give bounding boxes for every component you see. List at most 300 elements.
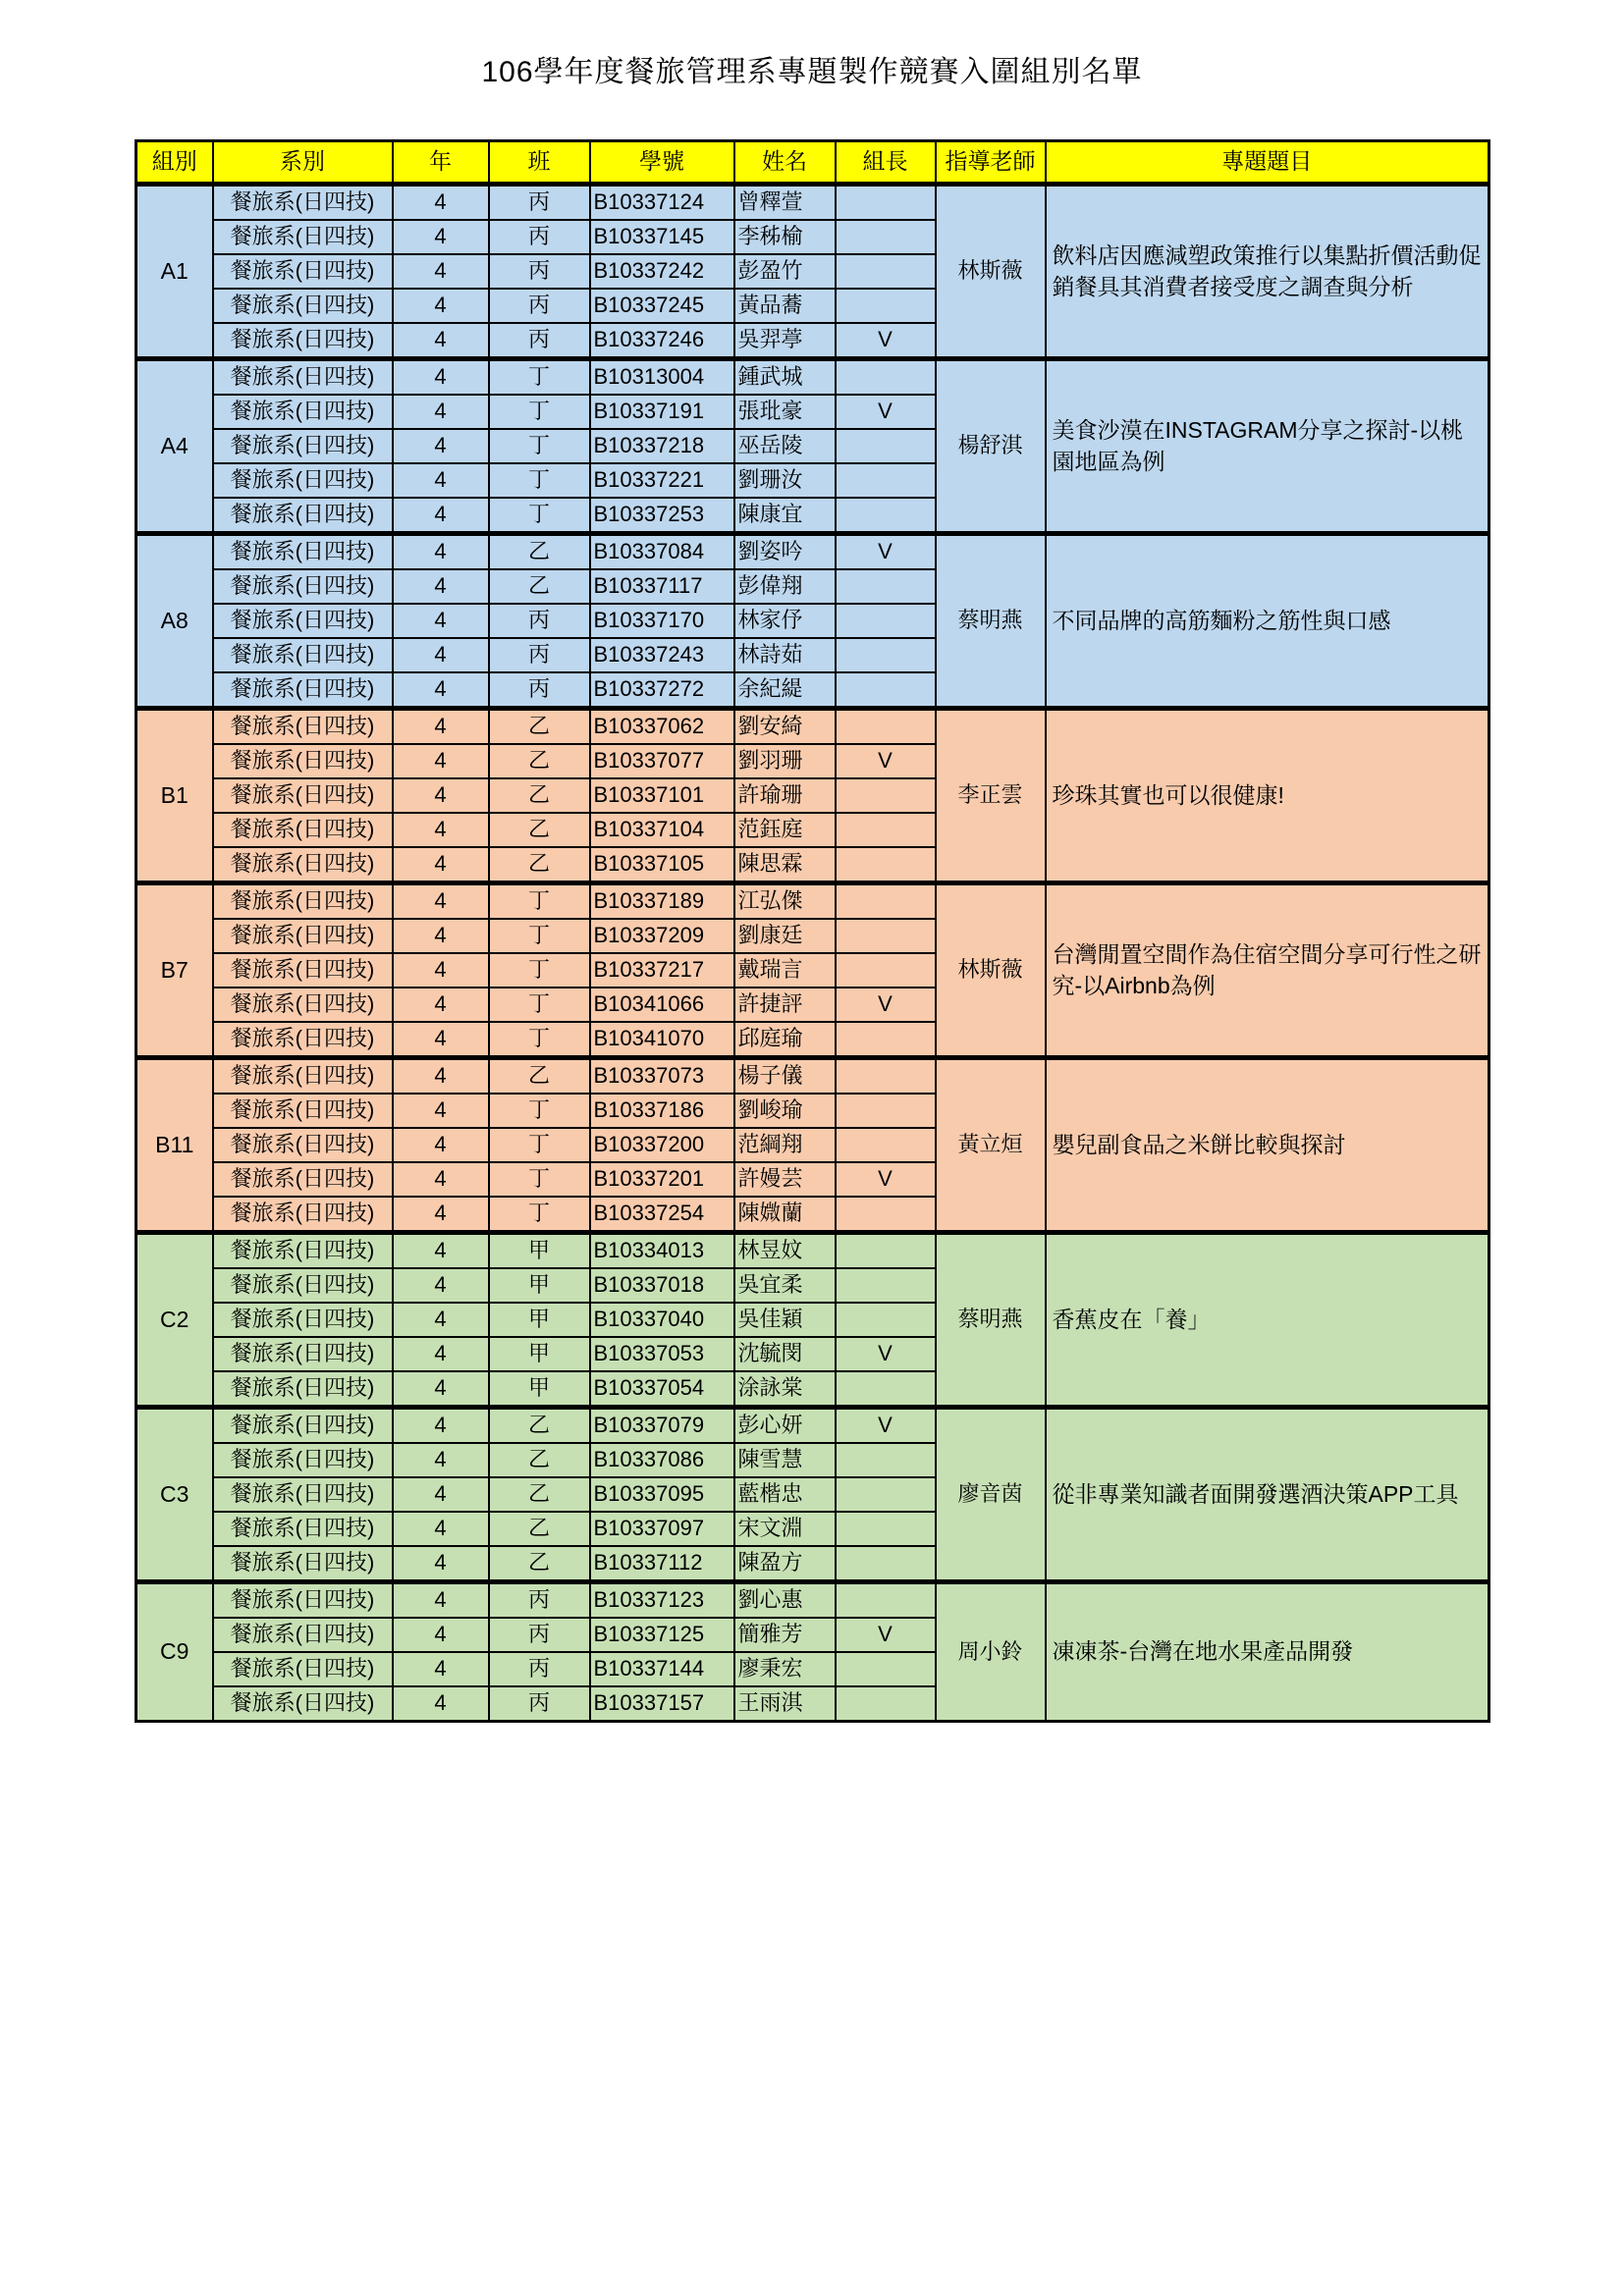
topic-C2: 香蕉皮在「養」 bbox=[1046, 1233, 1489, 1408]
member-row-B1-1 bbox=[136, 709, 1489, 745]
student-id-cell: B10337246 bbox=[590, 323, 734, 359]
leader-cell: V bbox=[836, 1162, 936, 1197]
topic-B1: 珍珠其實也可以很健康! bbox=[1046, 709, 1489, 883]
class-cell: 乙 bbox=[489, 1512, 590, 1546]
dept-cell: 餐旅系(日四技) bbox=[213, 847, 393, 883]
column-header-8: 指導老師 bbox=[936, 141, 1046, 185]
student-id-cell: B10337145 bbox=[590, 220, 734, 254]
student-name-cell: 林詩茹 bbox=[734, 638, 836, 672]
student-name-cell: 沈毓閔 bbox=[734, 1337, 836, 1371]
student-id-cell: B10337254 bbox=[590, 1197, 734, 1233]
dept-cell: 餐旅系(日四技) bbox=[213, 463, 393, 498]
student-name-cell: 陳盈方 bbox=[734, 1546, 836, 1582]
column-header-1: 組別 bbox=[136, 141, 213, 185]
student-id-cell: B10337018 bbox=[590, 1268, 734, 1303]
student-id-cell: B10337209 bbox=[590, 919, 734, 953]
member-row-C2-1 bbox=[136, 1233, 1489, 1269]
year-cell: 4 bbox=[393, 953, 489, 988]
class-cell: 丙 bbox=[489, 1582, 590, 1619]
student-id-cell: B10337112 bbox=[590, 1546, 734, 1582]
group-id-A4: A4 bbox=[136, 359, 213, 534]
year-cell: 4 bbox=[393, 988, 489, 1022]
student-id-cell: B10337077 bbox=[590, 744, 734, 778]
year-cell: 4 bbox=[393, 534, 489, 570]
student-id-cell: B10337040 bbox=[590, 1303, 734, 1337]
student-id-cell: B10337124 bbox=[590, 185, 734, 221]
class-cell: 乙 bbox=[489, 1443, 590, 1477]
group-id-B7: B7 bbox=[136, 883, 213, 1058]
student-id-cell: B10337123 bbox=[590, 1582, 734, 1619]
student-name-cell: 范鈺庭 bbox=[734, 813, 836, 847]
student-name-cell: 劉安綺 bbox=[734, 709, 836, 745]
group-id-C2: C2 bbox=[136, 1233, 213, 1408]
year-cell: 4 bbox=[393, 289, 489, 323]
student-name-cell: 范綱翔 bbox=[734, 1128, 836, 1162]
column-header-2: 系別 bbox=[213, 141, 393, 185]
student-name-cell: 林家伃 bbox=[734, 604, 836, 638]
dept-cell: 餐旅系(日四技) bbox=[213, 638, 393, 672]
year-cell: 4 bbox=[393, 323, 489, 359]
student-name-cell: 劉康廷 bbox=[734, 919, 836, 953]
dept-cell: 餐旅系(日四技) bbox=[213, 254, 393, 289]
class-cell: 甲 bbox=[489, 1371, 590, 1408]
student-id-cell: B10337218 bbox=[590, 429, 734, 463]
group-id-A1: A1 bbox=[136, 185, 213, 359]
year-cell: 4 bbox=[393, 1686, 489, 1722]
year-cell: 4 bbox=[393, 1477, 489, 1512]
year-cell: 4 bbox=[393, 1408, 489, 1444]
leader-cell bbox=[836, 1477, 936, 1512]
year-cell: 4 bbox=[393, 1546, 489, 1582]
leader-cell bbox=[836, 1686, 936, 1722]
student-name-cell: 吳佳穎 bbox=[734, 1303, 836, 1337]
year-cell: 4 bbox=[393, 1128, 489, 1162]
class-cell: 丁 bbox=[489, 1197, 590, 1233]
dept-cell: 餐旅系(日四技) bbox=[213, 672, 393, 709]
student-name-cell: 曾釋萱 bbox=[734, 185, 836, 221]
leader-cell: V bbox=[836, 1408, 936, 1444]
dept-cell: 餐旅系(日四技) bbox=[213, 953, 393, 988]
class-cell: 丁 bbox=[489, 919, 590, 953]
student-id-cell: B10337062 bbox=[590, 709, 734, 745]
student-name-cell: 黃品蕎 bbox=[734, 289, 836, 323]
student-name-cell: 吳羿葶 bbox=[734, 323, 836, 359]
year-cell: 4 bbox=[393, 429, 489, 463]
dept-cell: 餐旅系(日四技) bbox=[213, 1162, 393, 1197]
member-row-C9-1 bbox=[136, 1582, 1489, 1619]
leader-cell bbox=[836, 919, 936, 953]
class-cell: 甲 bbox=[489, 1303, 590, 1337]
advisor-B1: 李正雲 bbox=[936, 709, 1046, 883]
group-id-A8: A8 bbox=[136, 534, 213, 709]
year-cell: 4 bbox=[393, 847, 489, 883]
leader-cell bbox=[836, 1443, 936, 1477]
advisor-C9: 周小鈴 bbox=[936, 1582, 1046, 1722]
student-id-cell: B10337217 bbox=[590, 953, 734, 988]
year-cell: 4 bbox=[393, 1162, 489, 1197]
leader-cell bbox=[836, 463, 936, 498]
student-id-cell: B10337189 bbox=[590, 883, 734, 920]
member-row-A4-1 bbox=[136, 359, 1489, 396]
student-name-cell: 彭心妍 bbox=[734, 1408, 836, 1444]
leader-cell: V bbox=[836, 534, 936, 570]
student-name-cell: 楊子儀 bbox=[734, 1058, 836, 1095]
leader-cell bbox=[836, 709, 936, 745]
class-cell: 乙 bbox=[489, 569, 590, 604]
leader-cell: V bbox=[836, 323, 936, 359]
class-cell: 丁 bbox=[489, 359, 590, 396]
student-id-cell: B10337242 bbox=[590, 254, 734, 289]
leader-cell bbox=[836, 847, 936, 883]
class-cell: 丁 bbox=[489, 395, 590, 429]
dept-cell: 餐旅系(日四技) bbox=[213, 1022, 393, 1058]
dept-cell: 餐旅系(日四技) bbox=[213, 1094, 393, 1128]
student-name-cell: 劉珊汝 bbox=[734, 463, 836, 498]
dept-cell: 餐旅系(日四技) bbox=[213, 323, 393, 359]
member-row-B11-1 bbox=[136, 1058, 1489, 1095]
leader-cell bbox=[836, 1094, 936, 1128]
leader-cell bbox=[836, 604, 936, 638]
student-name-cell: 巫岳陵 bbox=[734, 429, 836, 463]
leader-cell bbox=[836, 289, 936, 323]
leader-cell bbox=[836, 953, 936, 988]
dept-cell: 餐旅系(日四技) bbox=[213, 185, 393, 221]
dept-cell: 餐旅系(日四技) bbox=[213, 1408, 393, 1444]
student-name-cell: 陳雪慧 bbox=[734, 1443, 836, 1477]
dept-cell: 餐旅系(日四技) bbox=[213, 1652, 393, 1686]
year-cell: 4 bbox=[393, 1582, 489, 1619]
class-cell: 丁 bbox=[489, 883, 590, 920]
student-id-cell: B10337117 bbox=[590, 569, 734, 604]
year-cell: 4 bbox=[393, 1094, 489, 1128]
student-name-cell: 陳思霖 bbox=[734, 847, 836, 883]
leader-cell: V bbox=[836, 1337, 936, 1371]
group-id-B11: B11 bbox=[136, 1058, 213, 1233]
dept-cell: 餐旅系(日四技) bbox=[213, 883, 393, 920]
advisor-B7: 林斯薇 bbox=[936, 883, 1046, 1058]
page-title: 106學年度餐旅管理系專題製作競賽入圍組別名單 bbox=[481, 56, 1143, 88]
group-id-C9: C9 bbox=[136, 1582, 213, 1722]
advisor-C2: 蔡明燕 bbox=[936, 1233, 1046, 1408]
student-id-cell: B10341066 bbox=[590, 988, 734, 1022]
member-row-C3-1 bbox=[136, 1408, 1489, 1444]
student-name-cell: 劉峻瑜 bbox=[734, 1094, 836, 1128]
leader-cell bbox=[836, 883, 936, 920]
dept-cell: 餐旅系(日四技) bbox=[213, 1233, 393, 1269]
dept-cell: 餐旅系(日四技) bbox=[213, 395, 393, 429]
topic-A4: 美食沙漠在INSTAGRAM分享之探討-以桃園地區為例 bbox=[1046, 359, 1489, 534]
student-id-cell: B10337079 bbox=[590, 1408, 734, 1444]
member-row-B7-1 bbox=[136, 883, 1489, 920]
class-cell: 乙 bbox=[489, 1058, 590, 1095]
group-id-B1: B1 bbox=[136, 709, 213, 883]
topic-B11: 嬰兒副食品之米餅比較與探討 bbox=[1046, 1058, 1489, 1233]
year-cell: 4 bbox=[393, 778, 489, 813]
leader-cell bbox=[836, 498, 936, 534]
dept-cell: 餐旅系(日四技) bbox=[213, 429, 393, 463]
year-cell: 4 bbox=[393, 1652, 489, 1686]
leader-cell bbox=[836, 638, 936, 672]
group-id-C3: C3 bbox=[136, 1408, 213, 1582]
class-cell: 丙 bbox=[489, 1618, 590, 1652]
dept-cell: 餐旅系(日四技) bbox=[213, 1512, 393, 1546]
dept-cell: 餐旅系(日四技) bbox=[213, 1058, 393, 1095]
class-cell: 乙 bbox=[489, 1408, 590, 1444]
class-cell: 乙 bbox=[489, 1546, 590, 1582]
class-cell: 甲 bbox=[489, 1233, 590, 1269]
dept-cell: 餐旅系(日四技) bbox=[213, 778, 393, 813]
student-name-cell: 涂詠棠 bbox=[734, 1371, 836, 1408]
year-cell: 4 bbox=[393, 638, 489, 672]
leader-cell bbox=[836, 813, 936, 847]
year-cell: 4 bbox=[393, 498, 489, 534]
student-id-cell: B10337245 bbox=[590, 289, 734, 323]
year-cell: 4 bbox=[393, 395, 489, 429]
dept-cell: 餐旅系(日四技) bbox=[213, 1477, 393, 1512]
student-id-cell: B10337086 bbox=[590, 1443, 734, 1477]
class-cell: 丙 bbox=[489, 672, 590, 709]
student-id-cell: B10337157 bbox=[590, 1686, 734, 1722]
leader-cell bbox=[836, 359, 936, 396]
class-cell: 丙 bbox=[489, 1686, 590, 1722]
class-cell: 丁 bbox=[489, 1094, 590, 1128]
finalist-groups-table bbox=[135, 139, 1490, 1723]
leader-cell: V bbox=[836, 395, 936, 429]
leader-cell bbox=[836, 429, 936, 463]
student-name-cell: 許瑜珊 bbox=[734, 778, 836, 813]
year-cell: 4 bbox=[393, 185, 489, 221]
leader-cell bbox=[836, 1022, 936, 1058]
class-cell: 乙 bbox=[489, 709, 590, 745]
leader-cell bbox=[836, 1233, 936, 1269]
student-name-cell: 藍楷忠 bbox=[734, 1477, 836, 1512]
year-cell: 4 bbox=[393, 672, 489, 709]
year-cell: 4 bbox=[393, 1233, 489, 1269]
student-id-cell: B10337191 bbox=[590, 395, 734, 429]
student-name-cell: 李秭榆 bbox=[734, 220, 836, 254]
leader-cell bbox=[836, 1512, 936, 1546]
student-id-cell: B10341070 bbox=[590, 1022, 734, 1058]
year-cell: 4 bbox=[393, 1337, 489, 1371]
dept-cell: 餐旅系(日四技) bbox=[213, 1686, 393, 1722]
class-cell: 乙 bbox=[489, 744, 590, 778]
year-cell: 4 bbox=[393, 569, 489, 604]
class-cell: 甲 bbox=[489, 1337, 590, 1371]
topic-B7: 台灣閒置空間作為住宿空間分享可行性之研究-以Airbnb為例 bbox=[1046, 883, 1489, 1058]
dept-cell: 餐旅系(日四技) bbox=[213, 534, 393, 570]
student-name-cell: 劉羽珊 bbox=[734, 744, 836, 778]
year-cell: 4 bbox=[393, 1268, 489, 1303]
dept-cell: 餐旅系(日四技) bbox=[213, 1582, 393, 1619]
column-header-9: 專題題目 bbox=[1046, 141, 1489, 185]
dept-cell: 餐旅系(日四技) bbox=[213, 813, 393, 847]
student-name-cell: 戴瑞言 bbox=[734, 953, 836, 988]
student-name-cell: 陳康宜 bbox=[734, 498, 836, 534]
year-cell: 4 bbox=[393, 463, 489, 498]
dept-cell: 餐旅系(日四技) bbox=[213, 1337, 393, 1371]
advisor-A4: 楊舒淇 bbox=[936, 359, 1046, 534]
leader-cell bbox=[836, 1371, 936, 1408]
student-id-cell: B10337084 bbox=[590, 534, 734, 570]
column-header-6: 姓名 bbox=[734, 141, 836, 185]
class-cell: 丁 bbox=[489, 498, 590, 534]
leader-cell bbox=[836, 1058, 936, 1095]
class-cell: 丙 bbox=[489, 1652, 590, 1686]
dept-cell: 餐旅系(日四技) bbox=[213, 1371, 393, 1408]
student-name-cell: 鍾武城 bbox=[734, 359, 836, 396]
year-cell: 4 bbox=[393, 709, 489, 745]
leader-cell bbox=[836, 569, 936, 604]
student-id-cell: B10337097 bbox=[590, 1512, 734, 1546]
member-row-A8-1 bbox=[136, 534, 1489, 570]
class-cell: 乙 bbox=[489, 813, 590, 847]
class-cell: 丙 bbox=[489, 289, 590, 323]
dept-cell: 餐旅系(日四技) bbox=[213, 1268, 393, 1303]
student-name-cell: 彭偉翔 bbox=[734, 569, 836, 604]
student-id-cell: B10337253 bbox=[590, 498, 734, 534]
student-id-cell: B10337201 bbox=[590, 1162, 734, 1197]
class-cell: 甲 bbox=[489, 1268, 590, 1303]
dept-cell: 餐旅系(日四技) bbox=[213, 1546, 393, 1582]
class-cell: 乙 bbox=[489, 1477, 590, 1512]
column-header-7: 組長 bbox=[836, 141, 936, 185]
dept-cell: 餐旅系(日四技) bbox=[213, 498, 393, 534]
student-id-cell: B10337054 bbox=[590, 1371, 734, 1408]
year-cell: 4 bbox=[393, 919, 489, 953]
year-cell: 4 bbox=[393, 1512, 489, 1546]
student-id-cell: B10337200 bbox=[590, 1128, 734, 1162]
dept-cell: 餐旅系(日四技) bbox=[213, 1303, 393, 1337]
student-id-cell: B10337243 bbox=[590, 638, 734, 672]
student-id-cell: B10337170 bbox=[590, 604, 734, 638]
column-header-4: 班 bbox=[489, 141, 590, 185]
year-cell: 4 bbox=[393, 604, 489, 638]
student-id-cell: B10337073 bbox=[590, 1058, 734, 1095]
student-id-cell: B10337053 bbox=[590, 1337, 734, 1371]
member-row-A1-1 bbox=[136, 185, 1489, 221]
student-id-cell: B10337125 bbox=[590, 1618, 734, 1652]
class-cell: 丙 bbox=[489, 220, 590, 254]
class-cell: 丁 bbox=[489, 1162, 590, 1197]
student-name-cell: 簡雅芳 bbox=[734, 1618, 836, 1652]
class-cell: 丙 bbox=[489, 254, 590, 289]
class-cell: 丙 bbox=[489, 604, 590, 638]
class-cell: 丙 bbox=[489, 323, 590, 359]
student-name-cell: 陳媺蘭 bbox=[734, 1197, 836, 1233]
year-cell: 4 bbox=[393, 1303, 489, 1337]
class-cell: 乙 bbox=[489, 847, 590, 883]
header-row bbox=[136, 141, 1489, 185]
leader-cell bbox=[836, 220, 936, 254]
leader-cell bbox=[836, 1546, 936, 1582]
leader-cell: V bbox=[836, 1618, 936, 1652]
student-id-cell: B10337272 bbox=[590, 672, 734, 709]
leader-cell bbox=[836, 1303, 936, 1337]
student-name-cell: 林昱妏 bbox=[734, 1233, 836, 1269]
leader-cell bbox=[836, 1582, 936, 1619]
class-cell: 丁 bbox=[489, 988, 590, 1022]
column-header-3: 年 bbox=[393, 141, 489, 185]
leader-cell bbox=[836, 1197, 936, 1233]
student-id-cell: B10337144 bbox=[590, 1652, 734, 1686]
table-body bbox=[136, 185, 1489, 1722]
advisor-C3: 廖音茵 bbox=[936, 1408, 1046, 1582]
student-id-cell: B10337105 bbox=[590, 847, 734, 883]
student-name-cell: 宋文淵 bbox=[734, 1512, 836, 1546]
student-name-cell: 彭盈竹 bbox=[734, 254, 836, 289]
dept-cell: 餐旅系(日四技) bbox=[213, 988, 393, 1022]
year-cell: 4 bbox=[393, 813, 489, 847]
year-cell: 4 bbox=[393, 220, 489, 254]
student-name-cell: 邱庭瑜 bbox=[734, 1022, 836, 1058]
student-name-cell: 許捷評 bbox=[734, 988, 836, 1022]
class-cell: 丙 bbox=[489, 185, 590, 221]
year-cell: 4 bbox=[393, 1058, 489, 1095]
year-cell: 4 bbox=[393, 744, 489, 778]
advisor-B11: 黃立烜 bbox=[936, 1058, 1046, 1233]
column-header-5: 學號 bbox=[590, 141, 734, 185]
dept-cell: 餐旅系(日四技) bbox=[213, 744, 393, 778]
year-cell: 4 bbox=[393, 883, 489, 920]
student-name-cell: 吳宜柔 bbox=[734, 1268, 836, 1303]
dept-cell: 餐旅系(日四技) bbox=[213, 569, 393, 604]
student-id-cell: B10334013 bbox=[590, 1233, 734, 1269]
leader-cell bbox=[836, 185, 936, 221]
student-id-cell: B10337186 bbox=[590, 1094, 734, 1128]
year-cell: 4 bbox=[393, 359, 489, 396]
student-name-cell: 廖秉宏 bbox=[734, 1652, 836, 1686]
class-cell: 丁 bbox=[489, 1022, 590, 1058]
dept-cell: 餐旅系(日四技) bbox=[213, 919, 393, 953]
year-cell: 4 bbox=[393, 1197, 489, 1233]
class-cell: 丁 bbox=[489, 429, 590, 463]
year-cell: 4 bbox=[393, 1618, 489, 1652]
student-name-cell: 王雨淇 bbox=[734, 1686, 836, 1722]
student-name-cell: 劉姿吟 bbox=[734, 534, 836, 570]
leader-cell bbox=[836, 778, 936, 813]
class-cell: 丁 bbox=[489, 1128, 590, 1162]
year-cell: 4 bbox=[393, 254, 489, 289]
student-id-cell: B10337104 bbox=[590, 813, 734, 847]
topic-C3: 從非專業知識者面開發選酒決策APP工具 bbox=[1046, 1408, 1489, 1582]
class-cell: 丁 bbox=[489, 953, 590, 988]
advisor-A1: 林斯薇 bbox=[936, 185, 1046, 359]
topic-C9: 凍凍茶-台灣在地水果產品開發 bbox=[1046, 1582, 1489, 1722]
leader-cell bbox=[836, 1128, 936, 1162]
student-id-cell: B10337221 bbox=[590, 463, 734, 498]
leader-cell bbox=[836, 1652, 936, 1686]
student-id-cell: B10337095 bbox=[590, 1477, 734, 1512]
leader-cell: V bbox=[836, 988, 936, 1022]
leader-cell bbox=[836, 254, 936, 289]
student-id-cell: B10313004 bbox=[590, 359, 734, 396]
table-header bbox=[136, 141, 1489, 185]
topic-A1: 飲料店因應減塑政策推行以集點折價活動促銷餐具其消費者接受度之調查與分析 bbox=[1046, 185, 1489, 359]
class-cell: 乙 bbox=[489, 778, 590, 813]
class-cell: 乙 bbox=[489, 534, 590, 570]
dept-cell: 餐旅系(日四技) bbox=[213, 1618, 393, 1652]
leader-cell: V bbox=[836, 744, 936, 778]
dept-cell: 餐旅系(日四技) bbox=[213, 1443, 393, 1477]
year-cell: 4 bbox=[393, 1443, 489, 1477]
dept-cell: 餐旅系(日四技) bbox=[213, 289, 393, 323]
student-name-cell: 劉心惠 bbox=[734, 1582, 836, 1619]
student-name-cell: 張玭豪 bbox=[734, 395, 836, 429]
student-name-cell: 許嫚芸 bbox=[734, 1162, 836, 1197]
advisor-A8: 蔡明燕 bbox=[936, 534, 1046, 709]
dept-cell: 餐旅系(日四技) bbox=[213, 1197, 393, 1233]
dept-cell: 餐旅系(日四技) bbox=[213, 709, 393, 745]
